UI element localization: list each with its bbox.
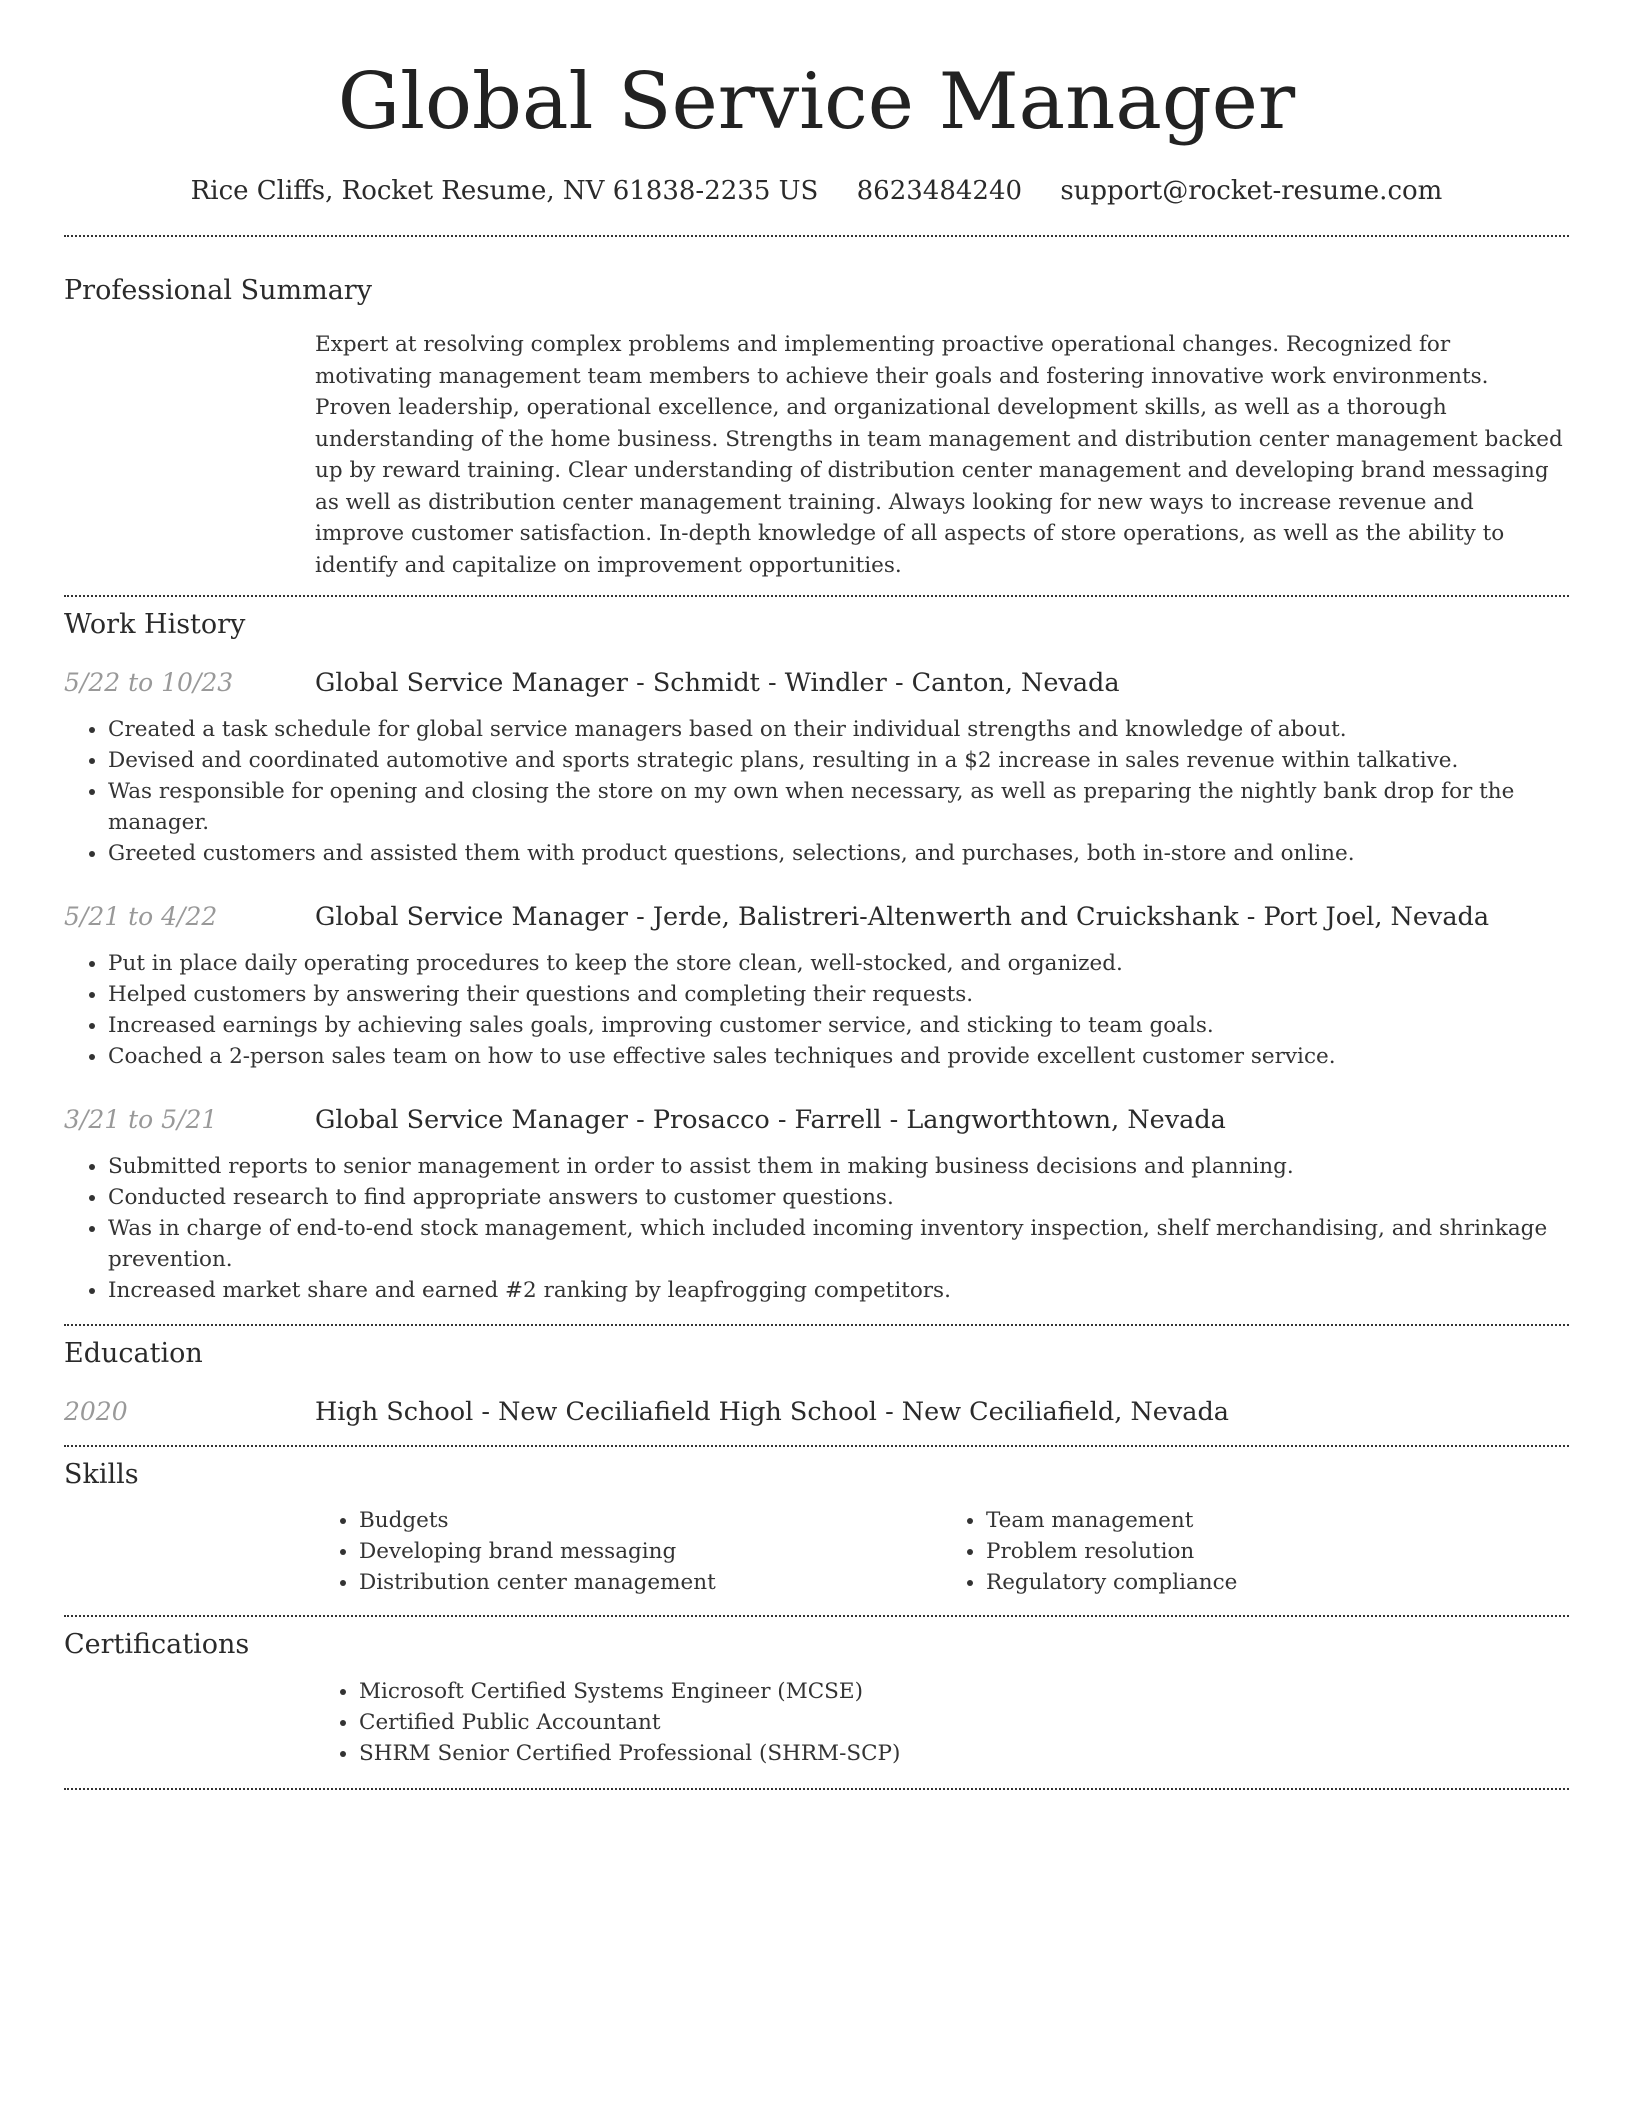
job-dates: 5/22 to 10/23 bbox=[64, 668, 234, 697]
job-heading: Global Service Manager - Jerde, Balistreri-Altenwerth and Cruickshank - Port Joel, Nevada bbox=[315, 902, 1490, 932]
divider bbox=[64, 1324, 1569, 1326]
list-item: • Certified Public Accountant bbox=[359, 1707, 1569, 1738]
list-item: • Problem resolution bbox=[986, 1536, 1569, 1567]
list-item: • Conducted research to find appropriate answers to customer questions. bbox=[108, 1182, 1569, 1213]
list-item: • Increased earnings by achieving sales goals, improving customer service, and sticking to team goals. bbox=[108, 1010, 1569, 1041]
job-heading: Global Service Manager - Prosacco - Farrell - Langworthtown, Nevada bbox=[315, 1105, 1226, 1135]
contact-line bbox=[64, 174, 1569, 208]
divider bbox=[64, 1615, 1569, 1617]
job-header bbox=[64, 666, 1569, 700]
job-header bbox=[64, 1103, 1569, 1137]
list-item: • Helped customers by answering their questions and completing their requests. bbox=[108, 979, 1569, 1010]
list-item: • Created a task schedule for global service managers based on their individual strengths and knowledge of about. bbox=[108, 714, 1569, 745]
contact-phone: 8623484240 bbox=[856, 176, 1023, 206]
section-title-skills: Skills bbox=[64, 1459, 139, 1490]
list-item: • Was in charge of end-to-end stock management, which included incoming inventory inspection, shelf merchandising, and shrinkage prevention. bbox=[108, 1213, 1569, 1275]
list-item: • Regulatory compliance bbox=[986, 1567, 1569, 1598]
list-item: • Developing brand messaging bbox=[359, 1536, 942, 1567]
education-year: 2020 bbox=[64, 1397, 128, 1426]
resume-page bbox=[64, 0, 1569, 1790]
job-bullets bbox=[64, 714, 1569, 869]
skills-columns bbox=[315, 1505, 1569, 1598]
divider bbox=[64, 1788, 1569, 1790]
job-dates: 5/21 to 4/22 bbox=[64, 902, 218, 931]
job-heading: Global Service Manager - Schmidt - Windler - Canton, Nevada bbox=[315, 668, 1120, 698]
divider bbox=[64, 1445, 1569, 1447]
list-item: • Greeted customers and assisted them with product questions, selections, and purchases, both in-store and online. bbox=[108, 838, 1569, 869]
list-item: • Devised and coordinated automotive and sports strategic plans, resulting in a $2 increase in sales revenue within talkative. bbox=[108, 745, 1569, 776]
section-title-certifications: Certifications bbox=[64, 1629, 250, 1660]
list-item: • Put in place daily operating procedures to keep the store clean, well-stocked, and organized. bbox=[108, 948, 1569, 979]
job-entry bbox=[64, 900, 1569, 1072]
education-entry bbox=[64, 1395, 1569, 1429]
skills-list-left bbox=[315, 1505, 942, 1598]
section-title-summary: Professional Summary bbox=[64, 275, 372, 306]
divider bbox=[64, 595, 1569, 597]
list-item: • Budgets bbox=[359, 1505, 942, 1536]
list-item: • Increased market share and earned #2 ranking by leapfrogging competitors. bbox=[108, 1275, 1569, 1306]
list-item: • Was responsible for opening and closing the store on my own when necessary, as well as preparing the nightly bank drop for the manager. bbox=[108, 776, 1569, 838]
candidate-name: Global Service Manager bbox=[337, 57, 1296, 147]
job-dates: 3/21 to 5/21 bbox=[64, 1105, 218, 1134]
job-header bbox=[64, 900, 1569, 934]
section-title-work-history: Work History bbox=[64, 609, 246, 640]
contact-address: Rice Cliffs, Rocket Resume, NV 61838-2235 US bbox=[190, 176, 819, 206]
skills-list-right bbox=[942, 1505, 1569, 1598]
list-item: • SHRM Senior Certified Professional (SHRM-SCP) bbox=[359, 1738, 1569, 1769]
divider bbox=[64, 235, 1569, 237]
summary-text: Expert at resolving complex problems and implementing proactive operational changes. Recognized for motivating management team members to achieve their goals and fostering innovative work environments. Proven leadership, operational excellence, and organizational development skills, as well as a thorough understanding of the home business. Strengths in team management and distribution center management backed up by reward training. Clear understanding of distribution center management and developing brand messaging as well as distribution center management training. Always looking for new ways to increase revenue and improve customer satisfaction. In-depth knowledge of all aspects of store operations, as well as the ability to identify and capitalize on improvement opportunities. bbox=[315, 332, 1563, 578]
job-entry bbox=[64, 1103, 1569, 1306]
education-heading: High School - New Ceciliafield High School - New Ceciliafield, Nevada bbox=[315, 1397, 1230, 1427]
list-item: • Coached a 2-person sales team on how to use effective sales techniques and provide excellent customer service. bbox=[108, 1041, 1569, 1072]
job-entry bbox=[64, 666, 1569, 869]
contact-email: support@rocket-resume.com bbox=[1060, 176, 1443, 206]
list-item: • Submitted reports to senior management in order to assist them in making business decisions and planning. bbox=[108, 1151, 1569, 1182]
list-item: • Microsoft Certified Systems Engineer (MCSE) bbox=[359, 1676, 1569, 1707]
certifications-list bbox=[315, 1676, 1569, 1769]
list-item: • Distribution center management bbox=[359, 1567, 942, 1598]
section-title-education: Education bbox=[64, 1338, 203, 1369]
list-item: • Team management bbox=[986, 1505, 1569, 1536]
job-bullets bbox=[64, 1151, 1569, 1306]
job-bullets bbox=[64, 948, 1569, 1072]
